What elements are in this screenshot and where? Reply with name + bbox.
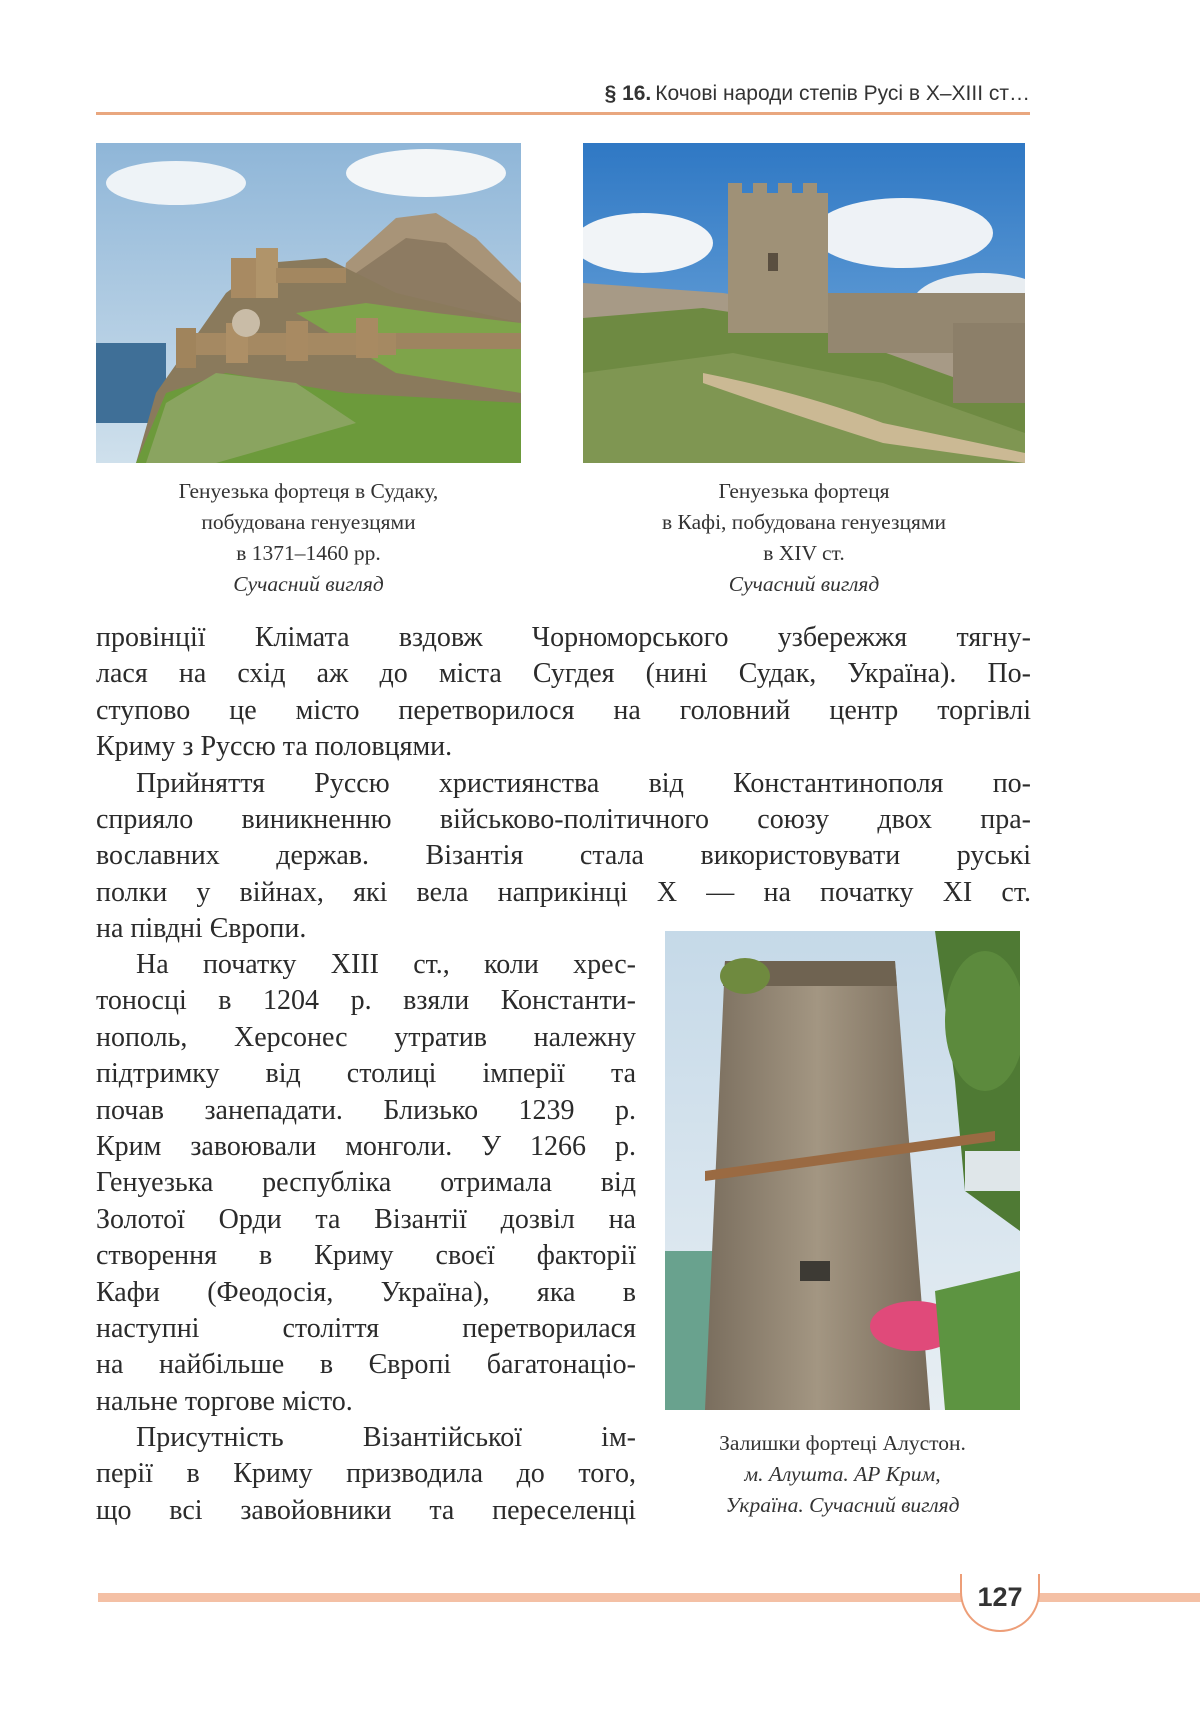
- caption-line: Генуезька фортеця: [718, 479, 890, 503]
- body-text-wide: [96, 620, 1031, 948]
- text-line: тоносці в 1204 р. взяли Константи-: [96, 985, 636, 1017]
- fortress-aluston-tower-photo: [665, 931, 1020, 1410]
- section-number: § 16.: [604, 82, 652, 105]
- header-rule: [96, 112, 1030, 115]
- text-line: вославних держав. Візантія стала використовувати руські: [96, 840, 1031, 872]
- caption-italic-line: Україна. Сучасний вигляд: [725, 1493, 960, 1517]
- text-line: ступово це місто перетворилося на головний центр торгівлі: [96, 694, 1031, 726]
- text-line: на найбільше в Європі багатонаціо-: [96, 1349, 636, 1381]
- caption-line: Генуезька фортеця в Судаку,: [178, 479, 439, 503]
- text-line: провінції Клімата вздовж Чорноморського узбережжя тягну-: [96, 622, 1031, 653]
- caption-line: побудована генуезцями: [201, 510, 416, 534]
- text-line: на півдні Європи.: [96, 913, 307, 945]
- text-line: сприяло виникненню військово-політичного союзу двох пра-: [96, 803, 1031, 835]
- figure-caption-kafa: [583, 476, 1025, 600]
- body-text-narrow: [96, 947, 636, 1529]
- running-header: [96, 82, 1030, 106]
- text-line: перії в Криму призводила до того,: [96, 1458, 636, 1490]
- caption-line: в 1371–1460 рр.: [236, 541, 381, 565]
- caption-italic-line: Сучасний вигляд: [728, 572, 880, 596]
- text-line: нополь, Херсонес утратив належну: [96, 1021, 636, 1053]
- text-line: наступні століття перетворилася: [96, 1312, 636, 1344]
- text-line: підтримку від столиці імперії та: [96, 1058, 636, 1090]
- caption-line: Залишки фортеці Алустон.: [719, 1431, 966, 1455]
- text-line: Генуезька республіка отримала від: [96, 1167, 636, 1199]
- text-line: створення в Криму своєї факторії: [96, 1240, 636, 1272]
- text-line: що всі завойовники та переселенці: [96, 1494, 636, 1526]
- text-line: Криму з Руссю та половцями.: [96, 731, 453, 763]
- text-line: полки у війнах, які вела наприкінці X — на початку XI ст.: [96, 876, 1031, 908]
- caption-line: в Кафі, побудована генуезцями: [662, 510, 946, 534]
- text-line: Золотої Орди та Візантії дозвіл на: [96, 1203, 636, 1235]
- caption-line: в XIV ст.: [763, 541, 845, 565]
- caption-italic-line: Сучасний вигляд: [233, 572, 384, 596]
- text-line: На початку XIII ст., коли хрес-: [136, 949, 636, 980]
- page-number: 127: [977, 1582, 1023, 1612]
- caption-italic-line: м. Алушта. АР Крим,: [744, 1462, 941, 1486]
- figure-caption-aluston: [655, 1428, 1030, 1521]
- text-line: Кафи (Феодосія, Україна), яка в: [96, 1276, 636, 1308]
- fortress-kafa-photo: [583, 143, 1025, 463]
- figure-caption-sudak: [96, 476, 521, 600]
- text-line: Прийняття Руссю християнства від Константинополя по-: [136, 767, 1031, 799]
- text-line: Присутність Візантійської ім-: [136, 1422, 636, 1454]
- text-line: почав занепадати. Близько 1239 р.: [96, 1094, 636, 1126]
- chapter-title: Кочові народи степів Русі в X–XIII ст…: [655, 82, 1030, 105]
- text-line: лася на схід аж до міста Сугдея (нині Судак, Україна). По-: [96, 658, 1031, 690]
- text-line: нальне торгове місто.: [96, 1385, 353, 1417]
- text-line: Крим завоювали монголи. У 1266 р.: [96, 1130, 636, 1162]
- fortress-sudak-photo: [96, 143, 521, 463]
